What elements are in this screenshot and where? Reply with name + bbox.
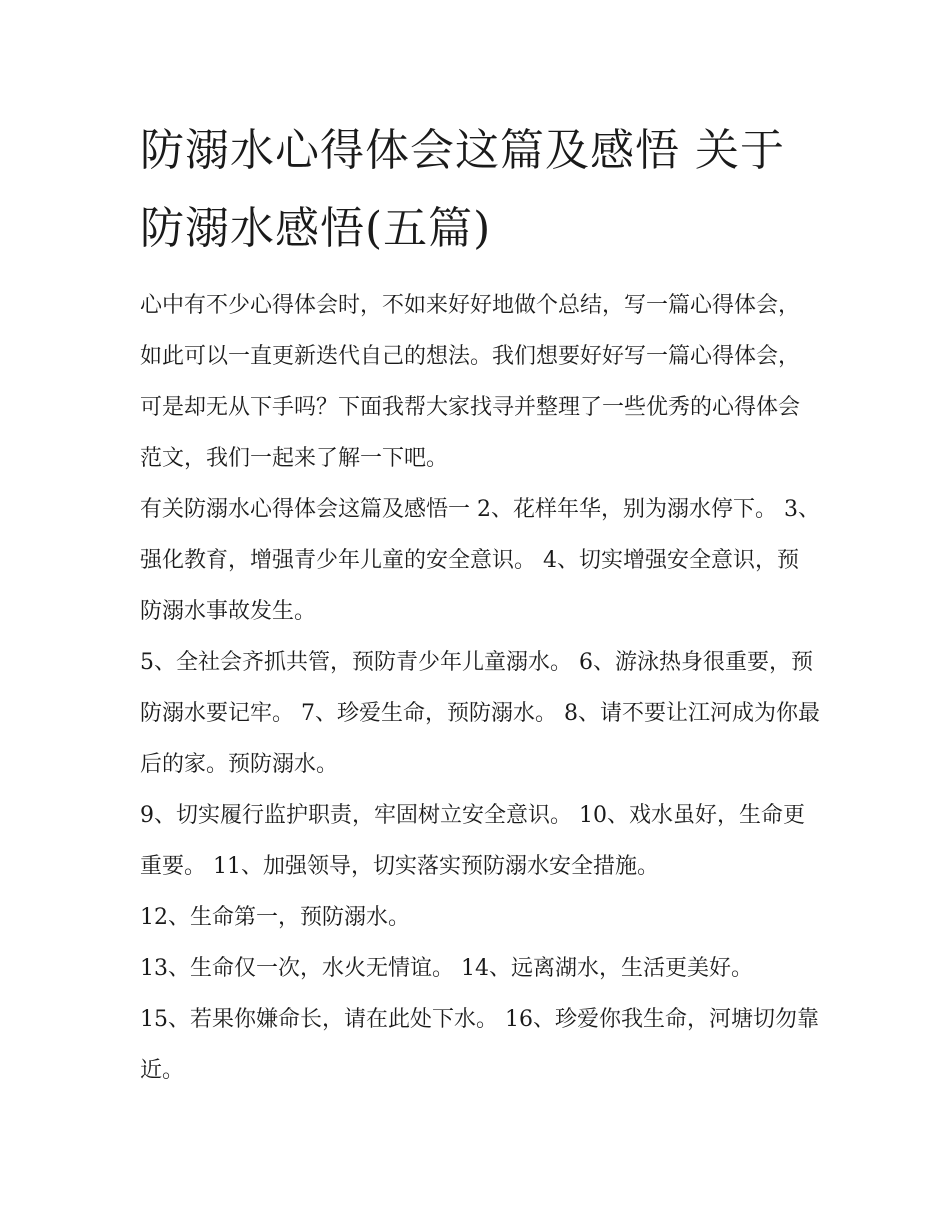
slogan-paragraph-4: 12、生命第一，预防溺水。: [140, 905, 410, 930]
document-title: 防溺水心得体会这篇及感悟 关于防溺水感悟(五篇): [140, 125, 785, 254]
slogan-paragraph-6: 15、若果你嫌命长，请在此处下水。 16、珍爱你我生命，河塘切勿靠近。: [140, 1007, 819, 1083]
document-page: [140, 112, 820, 1096]
slogan-paragraph-2: 5、全社会齐抓共管，预防青少年儿童溺水。 6、游泳热身很重要，预防溺水要记牢。 7、珍爱生命，预防溺水。 8、请不要让江河成为你最后的家。预防溺水。: [140, 650, 820, 777]
slogan-paragraph-3: 9、切实履行监护职责，牢固树立安全意识。 10、戏水虽好，生命更重要。 11、加强领导，切实落实预防溺水安全措施。: [140, 803, 805, 879]
intro-paragraph: 心中有不少心得体会时，不如来好好地做个总结，写一篇心得体会，如此可以一直更新迭代自己的想法。我们想要好好写一篇心得体会，可是却无从下手吗？下面我帮大家找寻并整理了一些优秀的心得体会范文，我们一起来了解一下吧。: [140, 293, 801, 471]
slogan-paragraph-1: 有关防溺水心得体会这篇及感悟一 2、花样年华，别为溺水停下。 3、强化教育，增强青少年儿童的安全意识。 4、切实增强安全意识，预防溺水事故发生。: [140, 497, 820, 624]
slogan-paragraph-5: 13、生命仅一次，水火无情谊。 14、远离湖水，生活更美好。: [140, 956, 753, 981]
